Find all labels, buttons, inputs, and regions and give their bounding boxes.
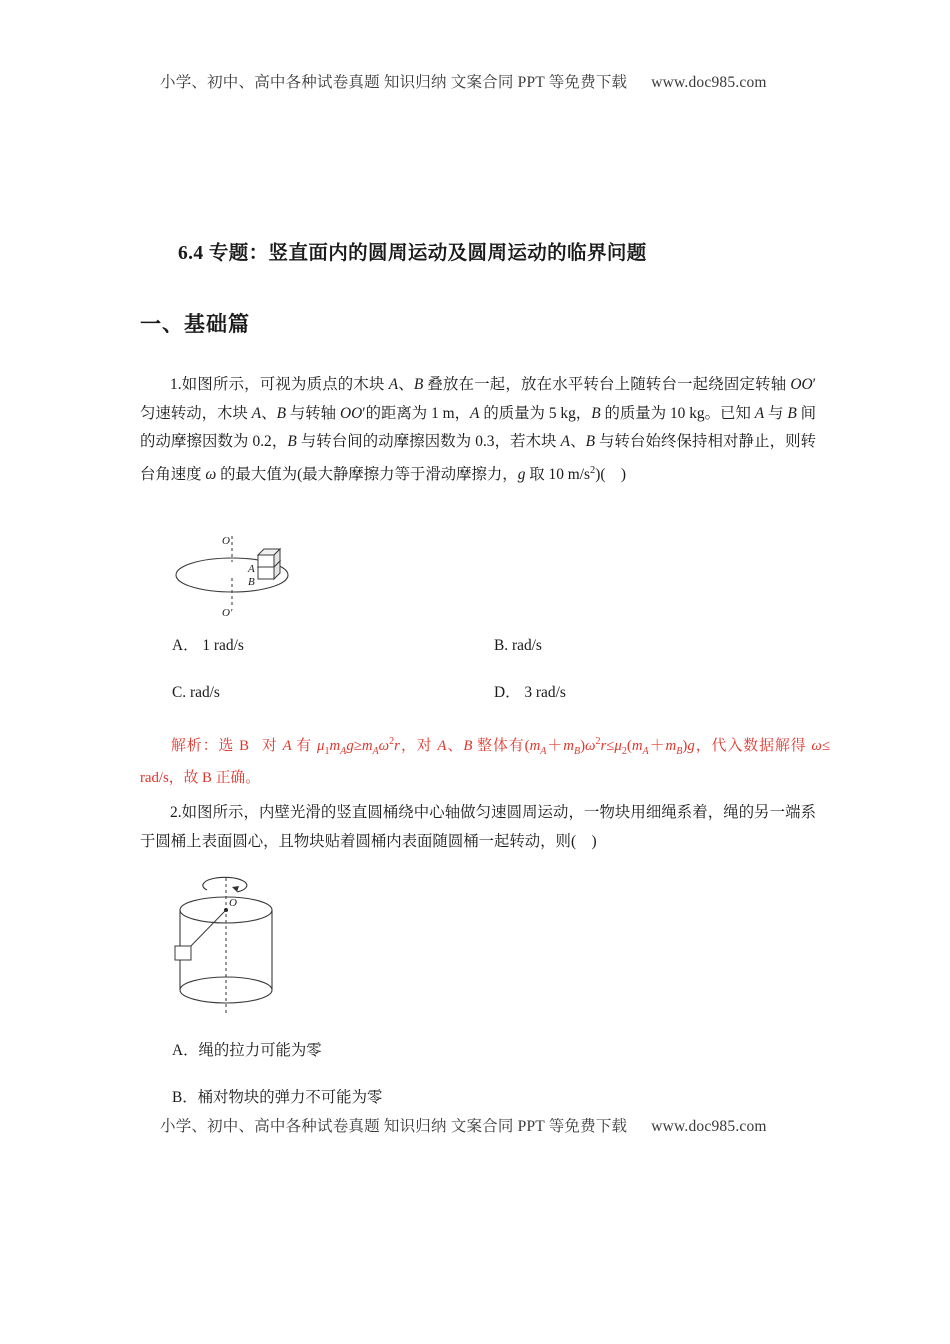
option-b[interactable]: B. rad/s <box>494 637 542 654</box>
question-1-text: 1.如图所示，可视为质点的木块 A、B 叠放在一起，放在水平转台上随转台一起绕固定转轴 OO′匀速转动，木块 A、B 与转轴 OO′的距离为 1 m，A 的质量为 5 kg，B 的质量为 10 kg。已知 A 与 B 间的动摩擦因数为 0.2，B 与转台间的动摩擦因数为 0.3，若木块 A、B 与转台始终保持相对静止，则转台角速度 ω 的最大值为(最大静摩擦力等于滑动摩擦力，g 取 10 $m/s^2$)( ) <box>140 376 816 483</box>
figure-rotating-cylinder-with-block <box>165 868 325 1023</box>
question-2-option-a[interactable]: A．绳的拉力可能为零 <box>172 1042 322 1059</box>
section-heading: 一、基础篇 <box>140 312 250 336</box>
question-2-text: 2.如图所示，内壁光滑的竖直圆桶绕中心轴做匀速圆周运动，一物块用细绳系着，绳的另一端系于圆桶上表面圆心，且物块贴着圆桶内表面随圆桶一起转动，则( ) <box>140 804 816 850</box>
header-watermark <box>160 70 767 92</box>
option-a[interactable]: A． 1 rad/s <box>172 637 244 654</box>
header-watermark-text: 小学、初中、高中各种试卷真题 知识归纳 文案合同 PPT 等免费下载 <box>160 74 628 91</box>
question-2-option-b[interactable]: B．桶对物块的弹力不可能为零 <box>172 1089 383 1106</box>
figure-turntable-with-stacked-blocks <box>170 530 330 620</box>
figure1-label-A: A <box>248 563 255 575</box>
footer-watermark <box>160 1114 767 1136</box>
footer-watermark-url: www.doc985.com <box>651 1118 767 1135</box>
page-title: 6.4 专题：竖直面内的圆周运动及圆周运动的临界问题 <box>178 243 647 264</box>
question-1-options-row-1 <box>172 633 822 659</box>
header-watermark-url: www.doc985.com <box>651 74 767 91</box>
solution-prefix: 解析：选 B <box>170 737 250 754</box>
question-1-solution: 解析：选 B 对 A 有 $\mu_1m_Ag\ge m_A\omega^2r$，对 A、B 整体有$(m_A+m_B)\omega^2r\le\mu_2(m_A+m_B)g$，代入数据解得 ω≤ rad/s，故 B 正确。 <box>140 736 830 786</box>
option-c[interactable]: C. rad/s <box>172 684 220 701</box>
figure1-label-O: O <box>222 535 230 547</box>
figure2-label-O: O <box>229 897 237 909</box>
question-1-options-row-2 <box>172 680 822 706</box>
figure1-label-B: B <box>248 576 255 588</box>
footer-watermark-text: 小学、初中、高中各种试卷真题 知识归纳 文案合同 PPT 等免费下载 <box>160 1118 628 1135</box>
figure1-label-O-prime: O′ <box>222 607 233 619</box>
option-d[interactable]: D． 3 rad/s <box>494 684 566 701</box>
